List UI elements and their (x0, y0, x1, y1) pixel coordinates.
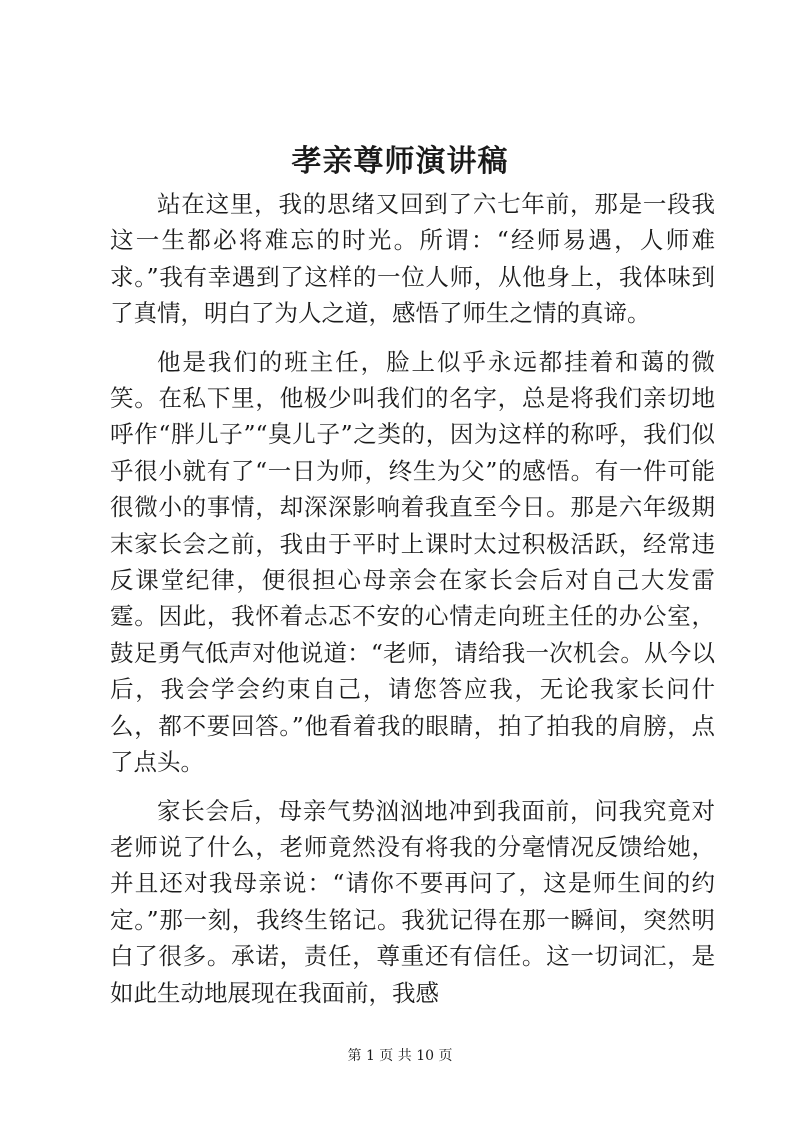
page-number-footer: 第 1 页 共 10 页 (347, 1048, 453, 1064)
paragraph-1: 站在这里，我的思绪又回到了六七年前，那是一段我这一生都必将难忘的时光。所谓：“经师易遇，人师难求。”我有幸遇到了这样的一位人师，从他身上，我体味到了真情，明白了为人之道，感悟了师生之情的真谛。 (110, 190, 715, 328)
document-body (110, 186, 715, 1023)
paragraph-3: 家长会后，母亲气势汹汹地冲到我面前，问我究竟对老师说了什么，老师竟然没有将我的分毫情况反馈给她，并且还对我母亲说：“请你不要再问了，这是师生间的约定。”那一刻，我终生铭记。我犹记得在那一瞬间，突然明白了很多。承诺，责任，尊重还有信任。这一切词汇，是如此生动地展现在我面前，我感 (110, 796, 715, 1007)
paragraph-2: 他是我们的班主任，脸上似乎永远都挂着和蔼的微笑。在私下里，他极少叫我们的名字，总是将我们亲切地呼作“胖儿子”“臭儿子”之类的，因为这样的称呼，我们似乎很小就有了“一日为师，终生为父”的感悟。有一件可能很微小的事情，却深深影响着我直至今日。那是六年级期末家长会之前，我由于平时上课时太过积极活跃，经常违反课堂纪律，便很担心母亲会在家长会后对自己大发雷霆。因此，我怀着忐忑不安的心情走向班主任的办公室，鼓足勇气低声对他说道：“老师，请给我一次机会。从今以后，我会学会约束自己，请您答应我，无论我家长问什么，都不要回答。”他看着我的眼睛，拍了拍我的肩膀，点了点头。 (110, 347, 715, 777)
document-title: 孝亲尊师演讲稿 (291, 144, 509, 179)
